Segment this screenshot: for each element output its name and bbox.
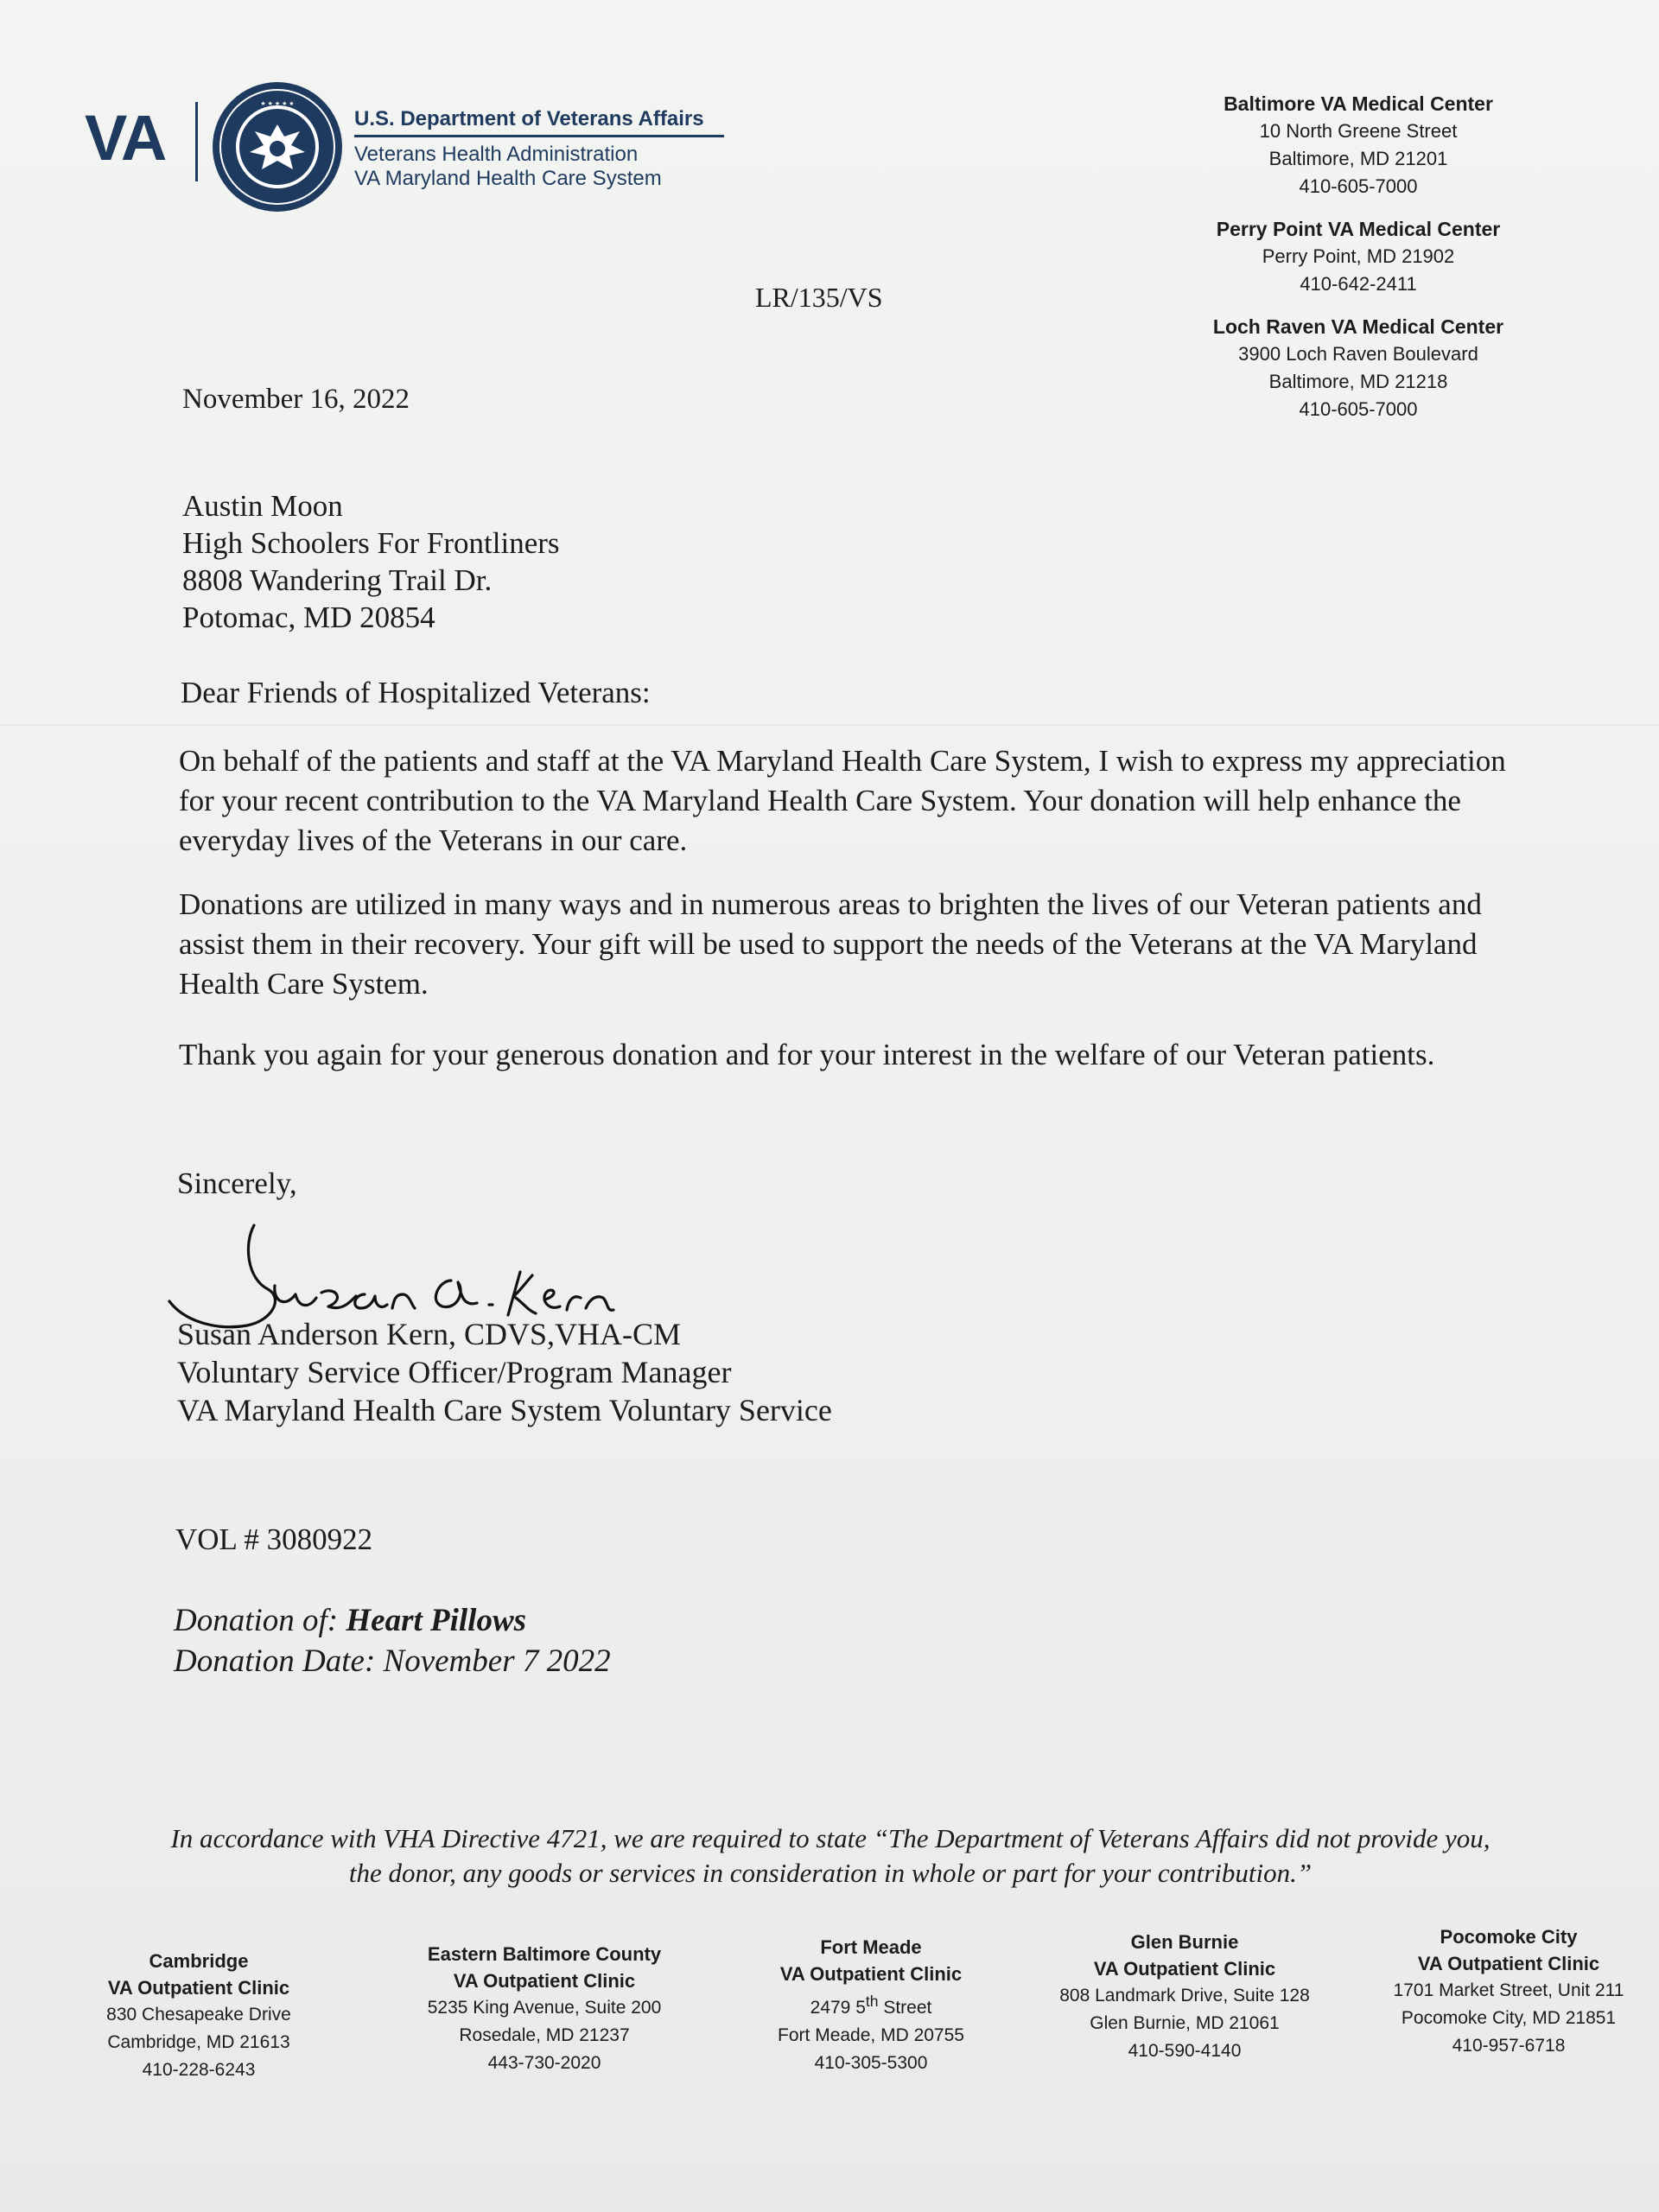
clinic-type: VA Outpatient Clinic: [1417, 1953, 1600, 1974]
department-block: [354, 107, 724, 191]
closing: Sincerely,: [177, 1166, 297, 1200]
clinic-eastern-baltimore-county: [410, 1941, 679, 2077]
clinic-address: 1701 Market Street, Unit 211: [1393, 1980, 1624, 2000]
clinic-cambridge: [78, 1948, 320, 2084]
clinic-city-line: Cambridge, MD 21613: [107, 2032, 290, 2052]
clinic-address: [750, 1987, 992, 2022]
facility-phone: 410-605-7000: [1299, 175, 1418, 197]
clinic-phone: 410-228-6243: [142, 2060, 256, 2080]
va-logo: VA: [85, 102, 166, 174]
clinic-city-line: Fort Meade, MD 20755: [778, 2025, 964, 2045]
clinic-city-line: Rosedale, MD 21237: [459, 2025, 630, 2045]
facility-list: [1177, 90, 1540, 438]
signer-block: [177, 1315, 832, 1429]
donation-date: Donation Date: November 7 2022: [174, 1643, 611, 1679]
facility-perry-point: [1177, 215, 1540, 298]
clinic-city: Glen Burnie: [1130, 1931, 1239, 1953]
facility-name: Perry Point VA Medical Center: [1216, 218, 1501, 240]
vha-directive-statement: In accordance with VHA Directive 4721, we are required to state “The Department of Veterans Affairs did not provide you, the donor, any goods or services in consideration in whole or part for your contribution.”: [170, 1823, 1491, 1888]
body-paragraph: Donations are utilized in many ways and in numerous areas to brighten the lives of our Veteran patients and assist them in their recovery. Your gift will be used to support the needs of the Veterans at the VA Maryland Health Care System.: [179, 887, 1482, 1001]
administration-name: Veterans Health Administration: [354, 143, 639, 166]
recipient-name: Austin Moon: [182, 489, 343, 523]
clinic-city: Fort Meade: [820, 1936, 922, 1958]
body-paragraph: On behalf of the patients and staff at the VA Maryland Health Care System, I wish to express my appreciation for your recent contribution to the VA Maryland Health Care System. Your donation will help enhance the everyday lives of the Veterans in our care.: [179, 744, 1506, 857]
clinic-phone: 410-957-6718: [1452, 2036, 1566, 2056]
clinic-phone: 443-730-2020: [487, 2053, 601, 2073]
clinic-phone: 410-305-5300: [814, 2053, 928, 2073]
paper-fold-line: [0, 724, 1659, 726]
facility-baltimore: [1177, 90, 1540, 200]
facility-city-line: Baltimore, MD 21218: [1268, 371, 1448, 392]
department-name: U.S. Department of Veterans Affairs: [354, 107, 724, 137]
recipient-city: Potomac, MD 20854: [182, 601, 435, 634]
recipient-address: [182, 487, 560, 636]
facility-phone: 410-605-7000: [1299, 398, 1418, 420]
clinic-type: VA Outpatient Clinic: [107, 1977, 290, 1999]
clinic-city-line: Glen Burnie, MD 21061: [1090, 2013, 1280, 2033]
clinic-address: 5235 King Avenue, Suite 200: [427, 1998, 662, 2018]
clinic-address-street: Street: [878, 1998, 932, 2018]
clinic-address-number: 2479 5: [810, 1998, 866, 2018]
facility-city-line: Baltimore, MD 21201: [1268, 148, 1448, 169]
volunteer-number: VOL # 3080922: [175, 1522, 373, 1556]
salutation: Dear Friends of Hospitalized Veterans:: [181, 676, 651, 709]
signer-name: Susan Anderson Kern, CDVS,VHA-CM: [177, 1317, 681, 1351]
recipient-organization: High Schoolers For Frontliners: [182, 526, 560, 560]
clinic-address: 830 Chesapeake Drive: [106, 2005, 291, 2024]
clinic-city-line: Pocomoke City, MD 21851: [1401, 2008, 1617, 2028]
clinic-address: 808 Landmark Drive, Suite 128: [1059, 1986, 1310, 2005]
clinic-city: Pocomoke City: [1440, 1926, 1578, 1948]
clinic-fort-meade: [750, 1934, 992, 2077]
clinic-type: VA Outpatient Clinic: [453, 1970, 636, 1992]
signer-department: VA Maryland Health Care System Voluntary Service: [177, 1393, 832, 1427]
facility-address-line: 3900 Loch Raven Boulevard: [1238, 343, 1478, 365]
clinic-address-superscript: th: [865, 1993, 879, 2010]
svg-text:★ ★ ★ ★ ★: ★ ★ ★ ★ ★: [260, 101, 295, 107]
clinic-pocomoke-city: [1370, 1923, 1647, 2060]
donation-item: Heart Pillows: [346, 1603, 527, 1638]
facility-city-line: Perry Point, MD 21902: [1262, 245, 1455, 267]
donation-item-line: [174, 1600, 611, 1641]
va-seal-icon: [210, 79, 345, 214]
clinic-phone: 410-590-4140: [1128, 2041, 1242, 2061]
clinic-type: VA Outpatient Clinic: [1093, 1958, 1276, 1980]
facility-name: Baltimore VA Medical Center: [1224, 92, 1493, 115]
recipient-street: 8808 Wandering Trail Dr.: [182, 563, 493, 597]
facility-loch-raven: [1177, 313, 1540, 423]
clinic-city: Eastern Baltimore County: [427, 1943, 662, 1965]
signer-title: Voluntary Service Officer/Program Manager: [177, 1355, 732, 1389]
clinic-glen-burnie: [1035, 1929, 1334, 2065]
donation-details: [174, 1600, 611, 1681]
facility-name: Loch Raven VA Medical Center: [1212, 315, 1504, 338]
donation-of-label: Donation of:: [174, 1603, 339, 1638]
health-system-name: VA Maryland Health Care System: [354, 167, 662, 190]
clinic-type: VA Outpatient Clinic: [779, 1963, 963, 1985]
body-paragraph: Thank you again for your generous donation and for your interest in the welfare of our Veteran patients.: [179, 1038, 1435, 1071]
facility-address-line: 10 North Greene Street: [1259, 120, 1458, 142]
logo-divider: [195, 102, 198, 181]
clinic-city: Cambridge: [149, 1950, 249, 1972]
reference-code: LR/135/VS: [755, 282, 883, 313]
letter-date: November 16, 2022: [182, 384, 410, 415]
facility-phone: 410-642-2411: [1300, 273, 1417, 295]
